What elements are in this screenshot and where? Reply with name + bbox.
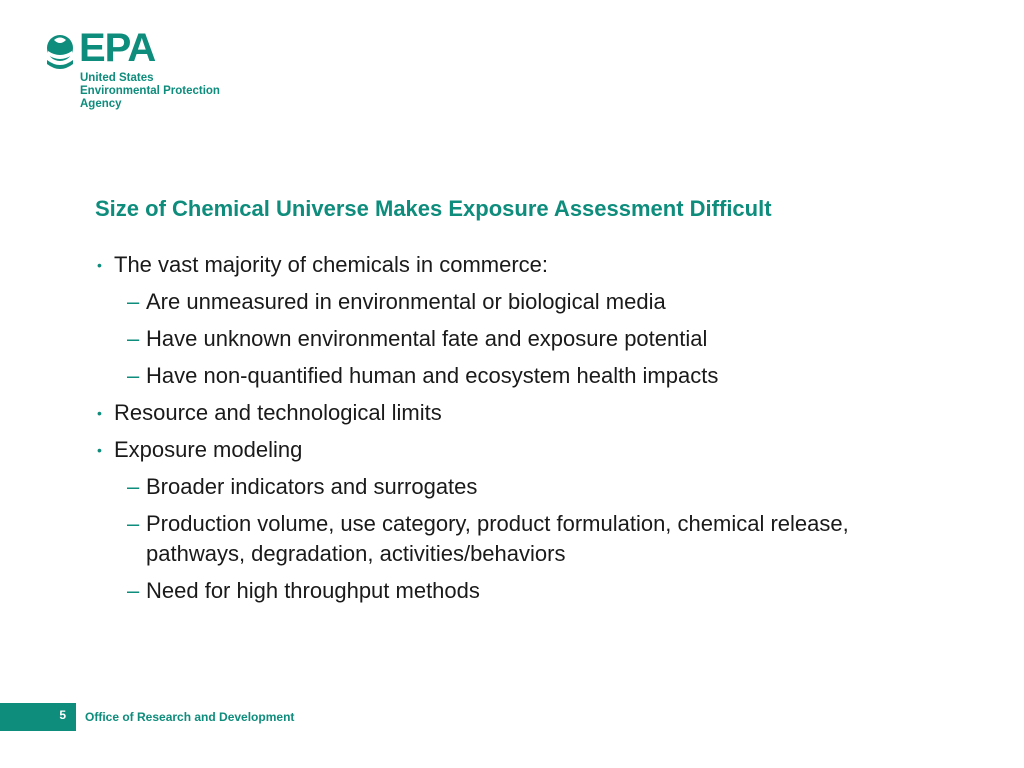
sub-bullet-item [95,324,895,354]
sub-bullet-text: Production volume, use category, product formulation, chemical release, pathways, degradation, activities/behaviors [146,511,849,566]
sub-bullet-item [95,576,895,606]
sub-bullet-text: Need for high throughput methods [146,578,480,603]
sub-bullet-marker: – [127,363,140,388]
logo-agency-name [80,72,220,111]
sub-bullet-marker: – [127,474,140,499]
sub-bullet-marker: – [127,578,140,603]
sub-bullet-item [95,472,895,502]
sub-bullet-text: Have unknown environmental fate and exposure potential [146,326,708,351]
bullet-item [95,398,895,428]
bullet-marker: • [97,257,102,273]
page-number: 5 [59,708,66,722]
bullet-item [95,250,895,280]
sub-bullet-text: Are unmeasured in environmental or biological media [146,289,666,314]
slide-content [95,250,895,613]
bullet-text: The vast majority of chemicals in commerce: [114,252,549,277]
epa-logo [43,26,233,114]
bullet-text: Exposure modeling [114,437,303,462]
logo-agency-line: United States [80,72,154,84]
logo-wordmark: EPA [79,26,156,70]
sub-bullet-marker: – [127,289,140,314]
sub-bullet-item [95,361,895,391]
bullet-marker: • [97,442,102,458]
bullet-text: Resource and technological limits [114,400,442,425]
logo-agency-line: Agency [80,98,122,110]
sub-bullet-marker: – [127,326,140,351]
sub-bullet-marker: – [127,511,140,536]
sub-bullet-text: Have non-quantified human and ecosystem health impacts [146,363,719,388]
epa-flower-icon [43,34,77,70]
bullet-marker: • [97,405,102,421]
bullet-item [95,435,895,465]
logo-agency-line: Environmental Protection [80,85,220,97]
sub-bullet-text: Broader indicators and surrogates [146,474,478,499]
footer-office-label: Office of Research and Development [85,710,295,724]
sub-bullet-item [95,509,895,569]
slide-title: Size of Chemical Universe Makes Exposure Assessment Difficult [95,196,772,221]
sub-bullet-item [95,287,895,317]
